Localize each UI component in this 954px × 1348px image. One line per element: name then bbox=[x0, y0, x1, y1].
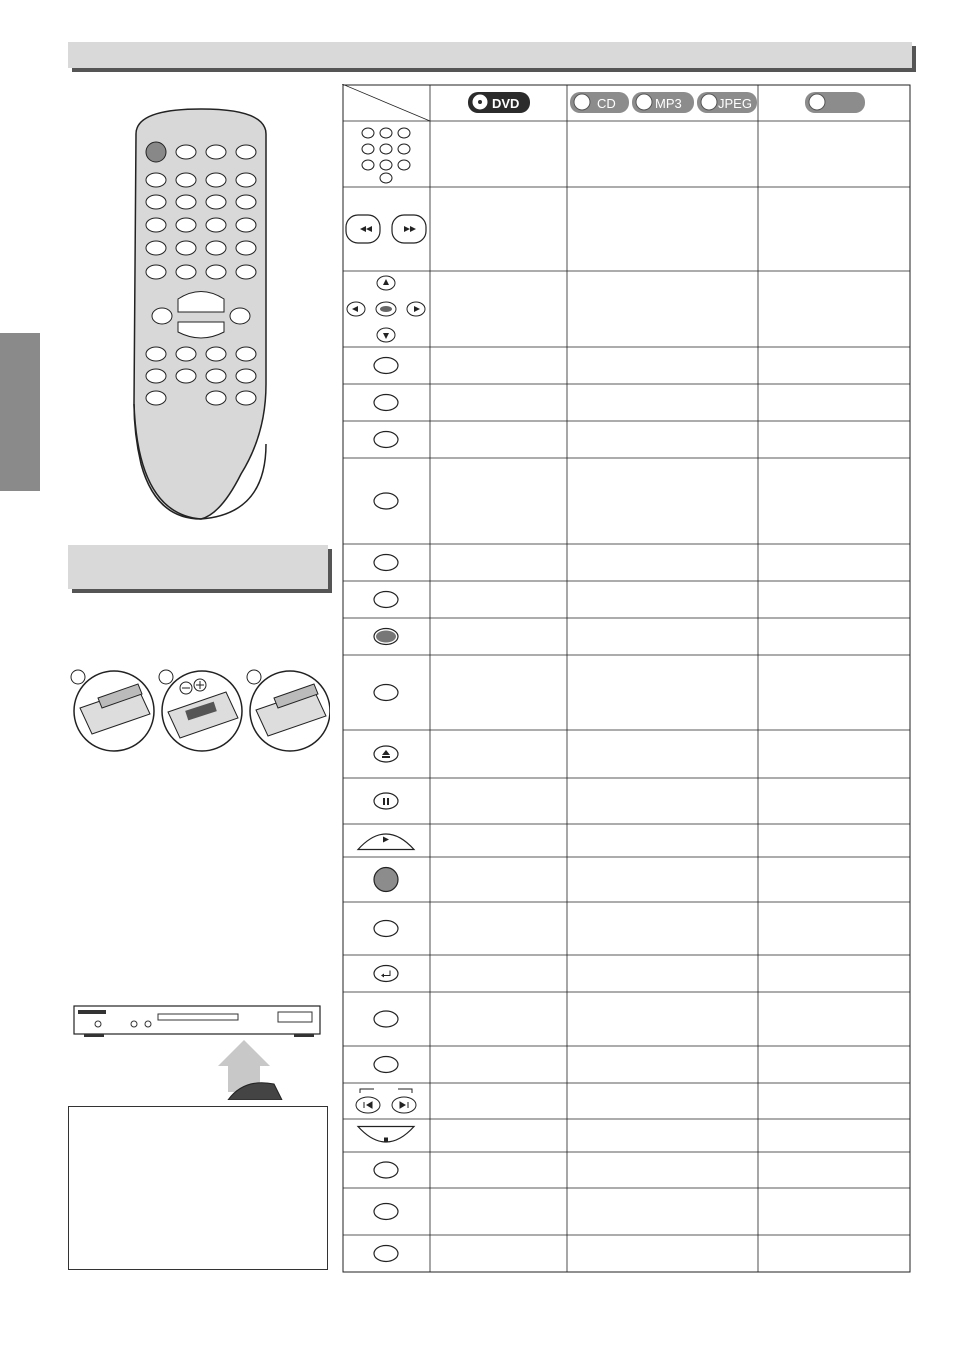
remote-key bbox=[236, 391, 256, 405]
remote-key bbox=[176, 347, 196, 361]
oval-button-icon bbox=[374, 1246, 398, 1262]
header-cd-mp3-jpeg bbox=[570, 92, 757, 113]
remote-key bbox=[236, 218, 256, 232]
function-table bbox=[342, 84, 912, 1274]
remote-key bbox=[236, 265, 256, 279]
remote-key bbox=[176, 369, 196, 383]
player-remote-illustration bbox=[68, 1000, 330, 1100]
disc-icon bbox=[809, 94, 825, 110]
remote-key bbox=[146, 347, 166, 361]
step-number-badge bbox=[71, 670, 85, 684]
remote-key bbox=[206, 195, 226, 209]
header-dvd bbox=[468, 92, 530, 113]
remote-key bbox=[206, 241, 226, 255]
disc-icon bbox=[574, 94, 590, 110]
chapter-side-tab bbox=[0, 333, 40, 491]
remote-control-illustration bbox=[126, 104, 276, 524]
remote-key bbox=[146, 218, 166, 232]
jpeg-label: JPEG bbox=[718, 96, 752, 111]
remote-key bbox=[236, 241, 256, 255]
remote-key bbox=[206, 391, 226, 405]
eject-icon bbox=[374, 746, 398, 762]
remote-key bbox=[236, 347, 256, 361]
dvd-label: DVD bbox=[492, 96, 520, 111]
oval-button-icon bbox=[374, 493, 398, 509]
remote-key bbox=[176, 265, 196, 279]
oval-button-icon bbox=[374, 555, 398, 571]
remote-key bbox=[206, 347, 226, 361]
remote-key bbox=[206, 218, 226, 232]
step-number-badge bbox=[159, 670, 173, 684]
section-title-bar bbox=[68, 42, 912, 68]
power-icon bbox=[374, 868, 398, 892]
remote-rewind-key bbox=[152, 308, 172, 324]
step-number-badge bbox=[247, 670, 261, 684]
return-icon bbox=[374, 966, 398, 982]
oval-button-icon bbox=[374, 1011, 398, 1027]
battery-section-bar bbox=[68, 545, 328, 589]
oval-button-icon bbox=[374, 685, 398, 701]
remote-key bbox=[206, 173, 226, 187]
remote-key bbox=[146, 241, 166, 255]
battery-step-2 bbox=[159, 670, 242, 751]
oval-button-icon bbox=[374, 1162, 398, 1178]
note-box bbox=[68, 1106, 328, 1270]
oval-button-icon bbox=[374, 1204, 398, 1220]
remote-key bbox=[206, 369, 226, 383]
disc-icon bbox=[636, 94, 652, 110]
oval-button-icon bbox=[374, 395, 398, 411]
remote-key bbox=[206, 145, 226, 159]
disc-icon bbox=[701, 94, 717, 110]
remote-key bbox=[176, 173, 196, 187]
remote-key bbox=[236, 173, 256, 187]
remote-key bbox=[176, 241, 196, 255]
remote-key bbox=[146, 173, 166, 187]
remote-key bbox=[146, 195, 166, 209]
header-disc-other bbox=[805, 92, 865, 113]
remote-key bbox=[206, 265, 226, 279]
oval-button-icon bbox=[374, 432, 398, 448]
table-grid bbox=[343, 85, 910, 1272]
oval-button-icon bbox=[374, 921, 398, 937]
remote-key bbox=[146, 391, 166, 405]
remote-key bbox=[236, 369, 256, 383]
battery-step-1 bbox=[71, 670, 154, 751]
remote-key bbox=[176, 145, 196, 159]
remote-key bbox=[236, 195, 256, 209]
remote-key bbox=[236, 145, 256, 159]
remote-key bbox=[146, 265, 166, 279]
table-border bbox=[343, 85, 910, 1272]
oval-button-icon bbox=[374, 358, 398, 374]
remote-key bbox=[176, 218, 196, 232]
remote-ffwd-key bbox=[230, 308, 250, 324]
pause-icon bbox=[374, 793, 398, 809]
remote-power-button bbox=[146, 142, 166, 162]
oval-button-icon bbox=[374, 592, 398, 608]
remote-key bbox=[176, 195, 196, 209]
mp3-label: MP3 bbox=[655, 96, 682, 111]
remote-key bbox=[146, 369, 166, 383]
battery-steps-illustration bbox=[68, 668, 330, 754]
cd-label: CD bbox=[597, 96, 616, 111]
oval-button-icon bbox=[374, 1057, 398, 1073]
disc-tray bbox=[158, 1014, 238, 1020]
battery-step-3 bbox=[247, 670, 330, 751]
enter-oval-icon bbox=[374, 629, 398, 645]
